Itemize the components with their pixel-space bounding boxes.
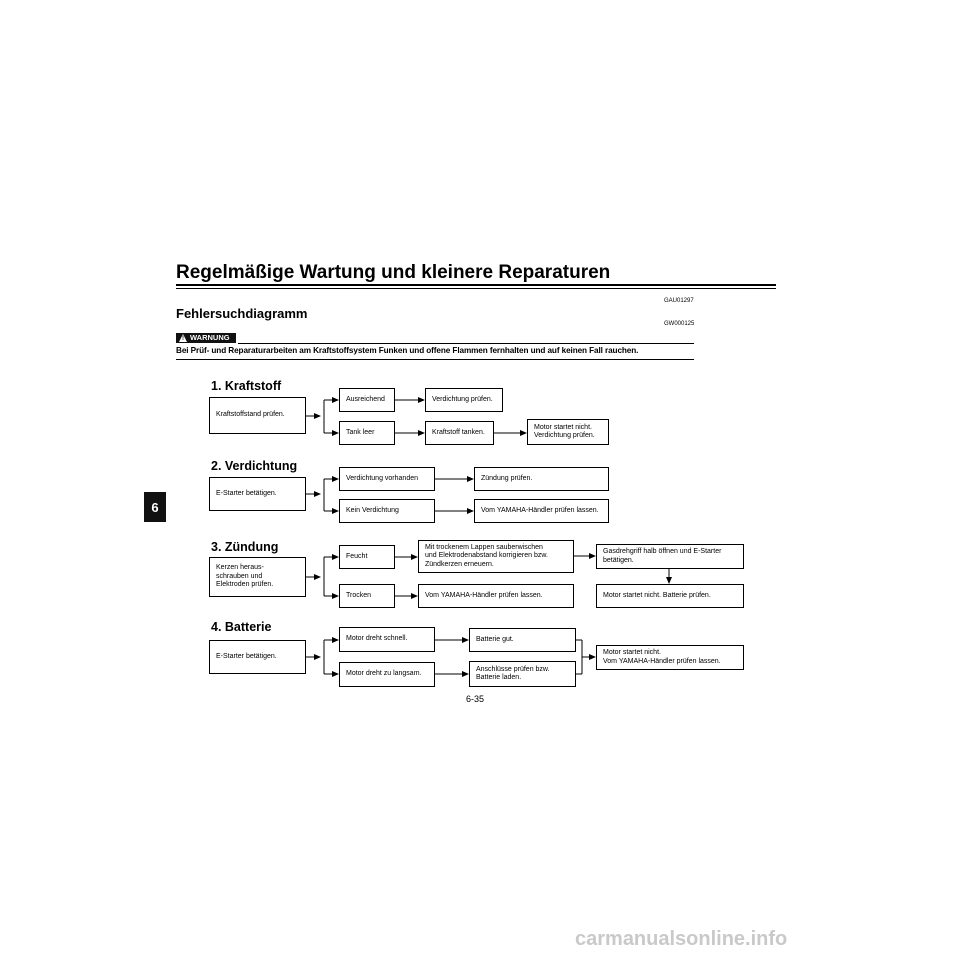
warning-text: Bei Prüf- und Reparaturarbeiten am Kraftstoffsystem Funken und offene Flammen fernhalten und auf keinen Fall rauchen. — [176, 346, 639, 355]
box-batterie-haendler: Motor startet nicht. Vom YAMAHA-Händler prüfen lassen. — [596, 645, 744, 670]
box-kraftstoff-tanken: Kraftstoff tanken. — [425, 421, 494, 445]
box-verdichtung-keine: Kein Verdichtung — [339, 499, 435, 523]
box-kraftstoff-start: Kraftstoffstand prüfen. — [209, 397, 306, 434]
box-zuendung-sauberwischen: Mit trockenem Lappen sauberwischen und Elektrodenabstand korrigieren bzw. Zündkerzen erneuern. — [418, 540, 574, 573]
box-zuendung-gasdrehgriff: Gasdrehgriff halb öffnen und E-Starter betätigen. — [596, 544, 744, 569]
box-batterie-start: E-Starter betätigen. — [209, 640, 306, 674]
box-kraftstoff-verdichtung: Verdichtung prüfen. — [425, 388, 503, 412]
watermark: carmanualsonline.info — [575, 928, 788, 950]
box-batterie-dreht-schnell: Motor dreht schnell. — [339, 627, 435, 652]
box-batterie-laden: Anschlüsse prüfen bzw. Batterie laden. — [469, 661, 576, 687]
heading-batterie: 4. Batterie — [211, 620, 272, 634]
box-verdichtung-vorhanden: Verdichtung vorhanden — [339, 467, 435, 491]
box-zuendung-feucht: Feucht — [339, 545, 395, 569]
chapter-tab: 6 — [144, 492, 166, 522]
box-verdichtung-zuendung: Zündung prüfen. — [474, 467, 609, 491]
box-zuendung-batterie-pruefen: Motor startet nicht. Batterie prüfen. — [596, 584, 744, 608]
box-zuendung-start: Kerzen heraus- schrauben und Elektroden prüfen. — [209, 557, 306, 597]
box-zuendung-haendler: Vom YAMAHA-Händler prüfen lassen. — [418, 584, 574, 608]
page-number: 6-35 — [466, 694, 485, 704]
box-kraftstoff-motor-startet-nicht: Motor startet nicht. Verdichtung prüfen. — [527, 419, 609, 445]
box-verdichtung-start: E-Starter betätigen. — [209, 477, 306, 511]
box-kraftstoff-ausreichend: Ausreichend — [339, 388, 395, 412]
warning-badge: WARNUNG — [176, 333, 236, 343]
box-batterie-gut: Batterie gut. — [469, 628, 576, 652]
heading-kraftstoff: 1. Kraftstoff — [211, 379, 282, 393]
page-title: Regelmäßige Wartung und kleinere Reparaturen — [176, 262, 611, 283]
box-zuendung-trocken: Trocken — [339, 584, 395, 608]
box-batterie-dreht-langsam: Motor dreht zu langsam. — [339, 662, 435, 687]
doc-code-2: GW000125 — [664, 321, 695, 327]
warning-exclamation-icon: ! — [182, 336, 184, 342]
section-title: Fehlersuchdiagramm — [176, 306, 308, 321]
doc-code-1: GAU01297 — [664, 298, 694, 304]
heading-zuendung: 3. Zündung — [211, 540, 279, 554]
heading-verdichtung: 2. Verdichtung — [211, 459, 298, 473]
box-verdichtung-haendler: Vom YAMAHA-Händler prüfen lassen. — [474, 499, 609, 523]
box-kraftstoff-tank-leer: Tank leer — [339, 421, 395, 445]
